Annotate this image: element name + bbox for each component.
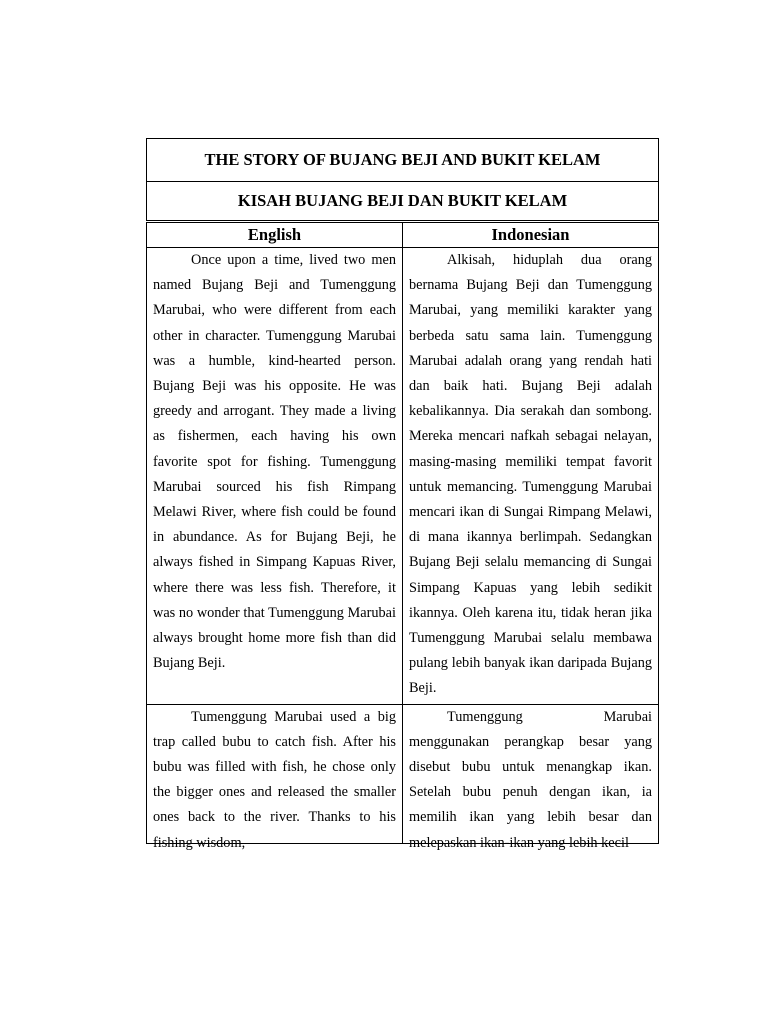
paragraph-english-1: Once upon a time, lived two men named Bujang Beji and Tumenggung Marubai, who were different from each other in character. Tumenggung Marubai was a humble, kind-hearted person. Bujang Beji was his opposite. He was greedy and arrogant. They made a living as fishermen, each having his own favorite spot for fishing. Tumenggung Marubai sourced his fish Rimpang Melawi River, where fish could be found in abundance. As for Bujang Beji, he always fished in Simpang Kapuas River, where there was less fish. Therefore, it was no wonder that Tumenggung Marubai always brought home more fish than did Bujang Beji. — [153, 252, 396, 672]
column-header-english: English — [147, 222, 403, 248]
paragraph-clip-indonesian-2 — [403, 705, 658, 851]
paragraph-row-2 — [147, 704, 659, 843]
title-row-indonesian — [147, 182, 659, 222]
column-header-indonesian: Indonesian — [403, 222, 659, 248]
paragraph-row-1 — [147, 248, 659, 705]
column-header-row — [147, 222, 659, 248]
story-table — [146, 138, 659, 851]
title-row-english — [147, 139, 659, 182]
paragraph-cell-indonesian-2 — [403, 704, 659, 851]
paragraph-indonesian-1: Alkisah, hiduplah dua orang bernama Bujang Beji dan Tumenggung Marubai, yang memiliki karakter yang berbeda satu sama lain. Tumenggung Marubai adalah orang yang rendah hati dan baik hati. Bujang Beji adalah kebalikannya. Dia serakah dan sombong. Mereka mencari nafkah sebagai nelayan, masing-masing memiliki tempat favorit untuk memancing. Tumenggung Marubai mencari ikan di Sungai Rimpang Melawi, di mana ikannya berlimpah. Sedangkan Bujang Beji selalu memancing di Sungai Simpang Kapuas yang lebih sedikit ikannya. Oleh karena itu, tidak heran jika Tumenggung Marubai selalu membawa pulang lebih banyak ikan daripada Bujang Beji. — [409, 252, 653, 697]
paragraph-indonesian-2: Tumenggung Marubai menggunakan perangkap besar yang disebut bubu untuk menangkap ikan. Setelah bubu penuh dengan ikan, ia memilih ikan yang lebih besar dan melepaskan ikan-ikan yang lebih kecil — [409, 708, 653, 851]
paragraph-cell-indonesian-1 — [403, 248, 659, 705]
paragraph-clip-english-2 — [147, 705, 402, 851]
paragraph-cell-english-2 — [147, 704, 403, 851]
paragraph-english-2: Tumenggung Marubai used a big trap called bubu to catch fish. After his bubu was filled with fish, he chose only the bigger ones and released the smaller ones back to the river. Thanks to his fishing wisdom, — [153, 708, 396, 851]
title-english: THE STORY OF BUJANG BEJI AND BUKIT KELAM — [147, 139, 659, 182]
paragraph-cell-english-1 — [147, 248, 403, 705]
title-indonesian: KISAH BUJANG BEJI DAN BUKIT KELAM — [147, 182, 659, 222]
